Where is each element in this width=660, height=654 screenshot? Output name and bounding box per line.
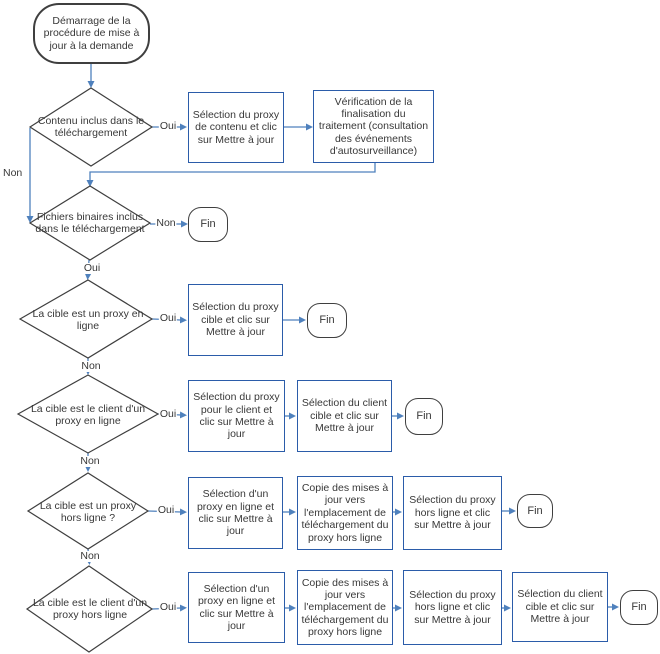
process-select-offline-proxy: Sélection du proxy hors ligne et clic sur Mettre à jour xyxy=(403,476,502,550)
branch-label-d4-oui: Oui xyxy=(159,408,177,420)
decision-binaries-included-label: Fichiers binaires inclus dans le téléchargement xyxy=(35,210,145,235)
process-select-target-proxy: Sélection du proxy cible et clic sur Mettre à jour xyxy=(188,284,283,356)
process-select-online-proxy: Sélection d'un proxy en ligne et clic sur Mettre à jour xyxy=(188,477,283,549)
decision-content-included-label: Contenu inclus dans le téléchargement xyxy=(37,114,145,139)
decision-target-online-proxy-label: La cible est un proxy en ligne xyxy=(32,307,144,332)
process-select-target-client: Sélection du client cible et clic sur Mettre à jour xyxy=(297,380,392,452)
decision-target-client-online-label: La cible est le client d'un proxy en ligne xyxy=(30,402,146,427)
end-terminator-4: Fin xyxy=(517,494,553,528)
start-terminator xyxy=(33,3,150,64)
process-select-proxy-for-client: Sélection du proxy pour le client et clic sur Mettre à jour xyxy=(188,380,285,452)
branch-label-d5-oui: Oui xyxy=(157,504,175,516)
process-select-target-client-2: Sélection du client cible et clic sur Mettre à jour xyxy=(512,572,608,642)
branch-label-d3-oui: Oui xyxy=(159,312,177,324)
process-verify-finalization: Vérification de la finalisation du traitement (consultation des événements d'autosurveillance) xyxy=(313,90,434,163)
process-select-content-proxy: Sélection du proxy de contenu et clic sur Mettre à jour xyxy=(188,92,284,163)
decision-target-offline-proxy-label: La cible est un proxy hors ligne ? xyxy=(39,499,137,524)
branch-label-d6-oui: Oui xyxy=(159,601,177,613)
end-terminator-3: Fin xyxy=(405,398,443,435)
end-terminator-1: Fin xyxy=(188,207,228,242)
branch-label-d2-non: Non xyxy=(156,217,176,229)
process-select-offline-proxy-2: Sélection du proxy hors ligne et clic sur Mettre à jour xyxy=(403,570,502,645)
connector-verify-to-d2 xyxy=(90,163,375,181)
process-copy-updates-2: Copie des mises à jour vers l'emplacement de téléchargement du proxy hors ligne xyxy=(297,570,393,645)
branch-label-d4-non: Non xyxy=(80,455,100,467)
end-terminator-2: Fin xyxy=(307,303,347,338)
branch-label-d2-oui: Oui xyxy=(83,262,101,274)
process-copy-updates: Copie des mises à jour vers l'emplacement de téléchargement du proxy hors ligne xyxy=(297,476,393,550)
branch-label-d1-non: Non xyxy=(3,167,23,179)
decision-target-client-offline-label: La cible est le client d'un proxy hors ligne xyxy=(32,596,148,621)
start-label: Démarrage de la procédure de mise à jour à la demande xyxy=(43,14,140,52)
branch-label-d3-non: Non xyxy=(81,360,101,372)
branch-label-d5-non: Non xyxy=(80,550,100,562)
end-terminator-5: Fin xyxy=(620,590,658,625)
process-select-online-proxy-2: Sélection d'un proxy en ligne et clic sur Mettre à jour xyxy=(188,572,285,643)
branch-label-d1-oui: Oui xyxy=(159,120,177,132)
